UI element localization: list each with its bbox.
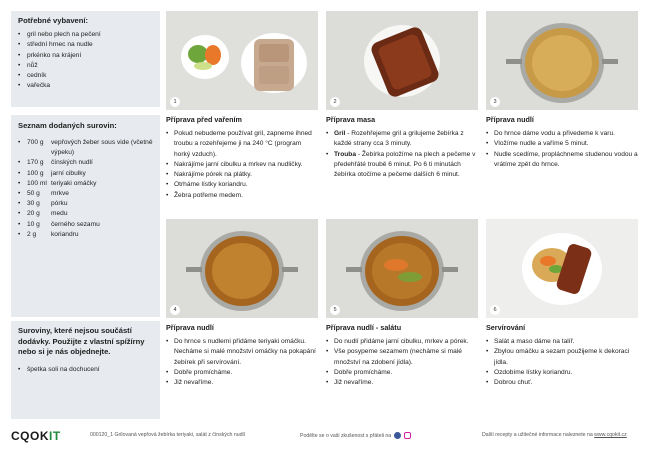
instagram-icon[interactable] <box>404 432 411 439</box>
ingredient-item <box>18 209 153 219</box>
list-item: • Do hrnce s nudlemi přidáme teriyaki omáčku. Necháme si malé množství omáčky na pokapání žebírek při servírování. <box>166 337 318 368</box>
share-text <box>300 432 411 439</box>
footer <box>0 428 650 442</box>
cqokit-logo <box>11 429 61 443</box>
step-title: Příprava nudlí <box>166 323 214 332</box>
step-1-image <box>166 11 318 110</box>
list-item: • Vše posypeme sezamem (necháme si malé množství na zdobení jídla). <box>326 347 478 368</box>
ingredient-name: jarní cibulky <box>51 169 86 177</box>
list-item: • Dobře promícháme. <box>326 368 478 378</box>
ingredient-qty: • 100 ml <box>27 179 47 187</box>
step-2-image <box>326 11 478 110</box>
equipment-box <box>11 11 160 107</box>
list-item: • Již nevaříme. <box>326 378 478 388</box>
ingredient-item <box>18 189 153 199</box>
ingredient-qty: • 50 g <box>27 190 40 198</box>
list-item: • cedník <box>18 71 153 81</box>
list-item: • Dobře promícháme. <box>166 368 318 378</box>
step-list <box>486 337 638 388</box>
list-item: • Žebra potřeme medem. <box>166 191 318 201</box>
ingredient-qty: • 30 g <box>27 200 40 208</box>
step-title: Příprava nudlí - salátu <box>326 323 402 332</box>
ingredient-name: vepřových žeber sous vide (včetně výpeku) <box>51 139 153 157</box>
ingredient-item <box>18 220 153 230</box>
list-item: • Otrháme lístky koriandru. <box>166 180 318 190</box>
step-title: Servírování <box>486 323 526 332</box>
step-number: 2 <box>330 97 340 107</box>
pantry-title: Suroviny, které nejsou součástí dodávky. Použijte z vlastní spížírny nebo si je nás objednejte. <box>18 326 145 356</box>
ingredients-list <box>18 138 153 240</box>
ingredient-name: medu <box>51 210 68 218</box>
logo-text-a: CQOK <box>11 429 49 443</box>
ingredient-item <box>18 199 153 209</box>
ingredient-name: čínských nudlí <box>51 159 93 167</box>
ingredient-qty: • 700 g <box>27 139 44 146</box>
ingredient-item <box>18 158 153 168</box>
step-5 <box>326 323 478 388</box>
list-item: • gril nebo plech na pečení <box>18 30 153 40</box>
step-list <box>326 337 478 388</box>
ingredient-item <box>18 169 153 179</box>
list-item <box>326 129 478 150</box>
ingredients-title: Seznam dodaných surovin: <box>18 121 117 130</box>
list-item <box>326 150 478 181</box>
step-photo-5 <box>326 219 478 318</box>
ingredient-qty: • 100 g <box>27 169 44 177</box>
list-item: • Salát a maso dáme na talíř. <box>486 337 638 347</box>
step-5-image <box>326 219 478 318</box>
method-text: - Žebírka položíme na plech a pečeme v předehřáté troubě 6 minut. Po 6 ti minutách žebírka otočíme a pečeme dalších 6 minut. <box>334 150 476 179</box>
list-item: • prkénko na krájení <box>18 51 153 61</box>
step-photo-2 <box>326 11 478 110</box>
step-6-image <box>486 219 638 318</box>
step-6 <box>486 323 638 388</box>
step-title: Příprava masa <box>326 115 376 124</box>
list-item: • Pokud nebudeme používat gril, zapneme ihned troubu a rozehřejeme ji na 240 °C (program horký vzduch). <box>166 129 318 160</box>
step-3 <box>486 115 638 170</box>
method-label: Trouba <box>334 150 356 158</box>
ingredient-item <box>18 138 153 158</box>
ingredient-qty: • 20 g <box>27 210 40 218</box>
ingredient-item <box>18 230 153 240</box>
ingredient-qty: • 170 g <box>27 159 44 167</box>
list-item: • nůž <box>18 61 153 71</box>
list-item: • Již nevaříme. <box>166 378 318 388</box>
step-list <box>486 129 638 170</box>
method-label: Gril <box>334 130 346 137</box>
list-item: • Do nudlí přidáme jarní cibulku, mrkev a pórek. <box>326 337 478 347</box>
method-text: - Rozehřejeme gril a grilujeme žebírka z každé strany cca 3 minuty. <box>334 130 464 148</box>
step-photo-3 <box>486 11 638 110</box>
list-item: • Nakrájíme jarní cibulku a mrkev na nudličky. <box>166 160 318 170</box>
step-number: 5 <box>330 305 340 315</box>
step-4 <box>166 323 318 388</box>
ingredient-qty: • 10 g <box>27 220 40 228</box>
list-item: • Nakrájíme pórek na plátky. <box>166 170 318 180</box>
logo-text-b: IT <box>49 429 61 443</box>
ingredient-name: mrkve <box>51 190 69 198</box>
step-4-image <box>166 219 318 318</box>
list-item: • střední hrnec na nudle <box>18 40 153 50</box>
list-item: • vařečka <box>18 81 153 91</box>
step-number: 4 <box>170 305 180 315</box>
ingredient-item <box>18 179 153 189</box>
step-list <box>166 129 318 201</box>
list-item: • Zbylou omáčku a sezam použijeme k dekoraci jídla. <box>486 347 638 368</box>
website-link[interactable]: www.cqokit.cz <box>594 432 627 438</box>
step-1 <box>166 115 318 201</box>
ingredient-name: černého sezamu <box>51 220 100 228</box>
list-item: • Do hrnce dáme vodu a přivedeme k varu. <box>486 129 638 139</box>
pantry-box <box>11 321 160 419</box>
ingredient-name: koriandru <box>51 230 79 238</box>
step-title: Příprava nudlí <box>486 115 534 124</box>
step-photo-4 <box>166 219 318 318</box>
more-label: Další recepty a užitečné informace naleznete na <box>482 432 595 438</box>
facebook-icon[interactable] <box>394 432 401 439</box>
equipment-title: Potřebné vybavení: <box>18 16 89 25</box>
step-title: Příprava před vařením <box>166 115 242 124</box>
recipe-code: 000120_1 Grilovaná vepřová žebírka teriyaki, salát z čínských nudlí <box>90 432 246 438</box>
step-list <box>166 337 318 388</box>
list-item: • Ozdobíme lístky koriandru. <box>486 368 638 378</box>
equipment-list <box>18 30 153 92</box>
ingredient-qty: • 2 g <box>27 230 37 238</box>
step-number: 6 <box>490 305 500 315</box>
step-photo-1 <box>166 11 318 110</box>
ingredient-name: teriyaki omáčky <box>51 179 97 187</box>
list-item: • Vložíme nudle a vaříme 5 minut. <box>486 139 638 149</box>
step-number: 1 <box>170 97 180 107</box>
list-item: • špetka soli na dochucení <box>18 365 153 375</box>
ingredients-box <box>11 115 160 317</box>
list-item: • Nudle scedíme, propláchneme studenou vodou a vrátíme zpět do hrnce. <box>486 150 638 171</box>
step-list <box>326 129 478 180</box>
pantry-list <box>18 365 153 375</box>
ingredient-name: pórku <box>51 200 68 208</box>
more-info <box>482 432 627 438</box>
list-item: • Dobrou chuť. <box>486 378 638 388</box>
step-2 <box>326 115 478 180</box>
share-label: Podělte se o vaši zkušenost s přáteli na <box>300 432 392 439</box>
step-photo-6 <box>486 219 638 318</box>
step-3-image <box>486 11 638 110</box>
step-number: 3 <box>490 97 500 107</box>
